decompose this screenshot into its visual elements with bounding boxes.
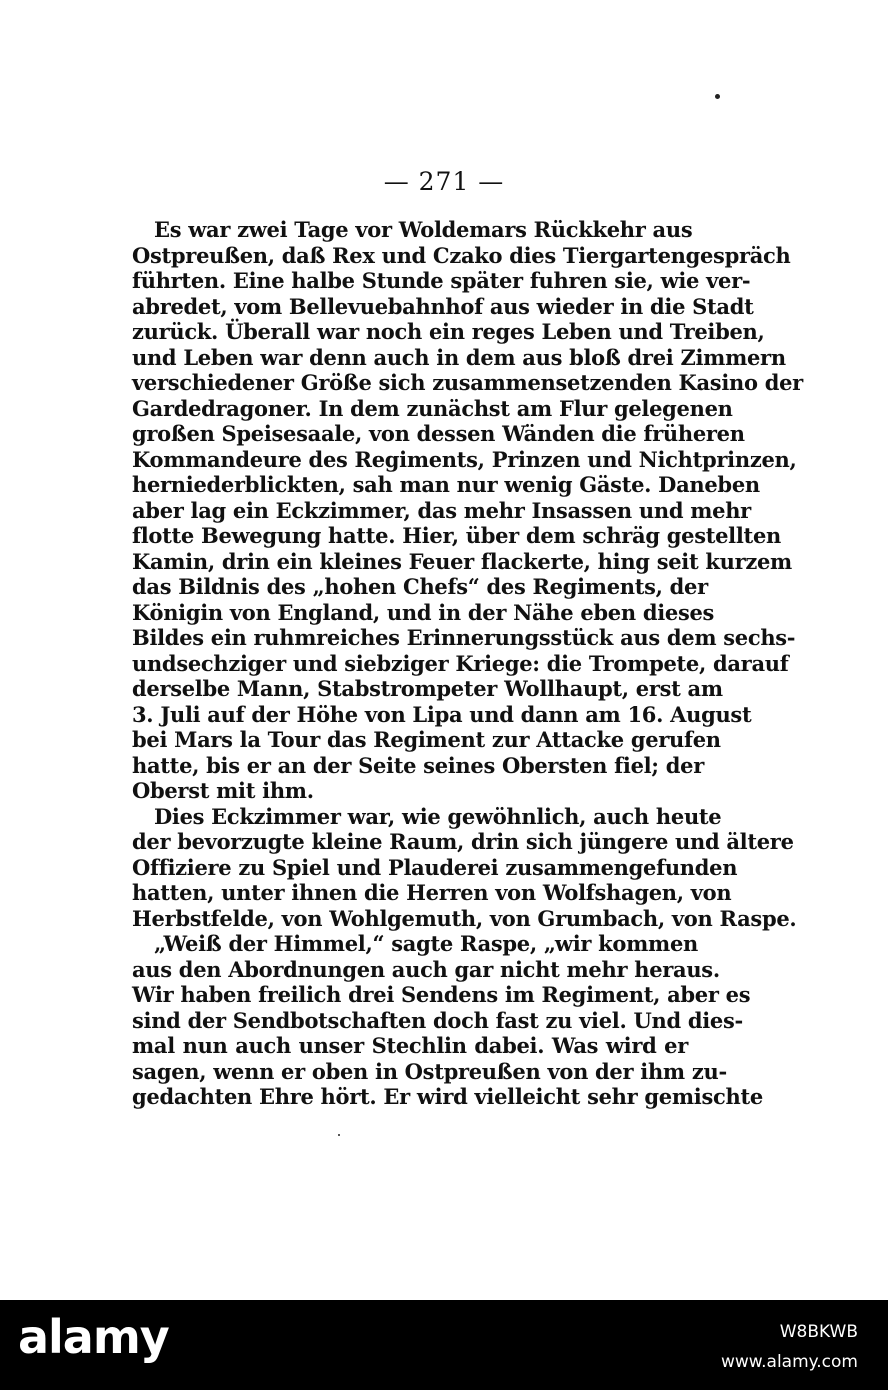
image-id-label: W8BKWB <box>779 1322 858 1342</box>
text-line: großen Speisesaale, von dessen Wänden die früheren <box>132 421 745 446</box>
text-line: „Weiß der Himmel,“ sagte Raspe, „wir kommen <box>154 931 698 956</box>
watermark-banner <box>0 1300 888 1390</box>
text-line: 3. Juli auf der Höhe von Lipa und dann am 16. August <box>132 701 752 727</box>
text-line: Kamin, drin ein kleines Feuer flackerte, hing seit kurzem <box>132 548 792 574</box>
text-line: Wir haben freilich drei Sendens im Regiment, aber es <box>132 982 751 1007</box>
alamy-logo: alamy <box>18 1310 169 1364</box>
text-line: Kommandeure des Regiments, Prinzen und Nichtprinzen, <box>132 446 797 472</box>
text-line: flotte Bewegung hatte. Hier, über dem schräg gestellten <box>132 523 781 548</box>
text-line: undsechziger und siebziger Kriege: die Trompete, darauf <box>132 650 789 676</box>
text-line: Königin von England, und in der Nähe eben dieses <box>132 599 715 625</box>
body-text <box>132 217 803 1110</box>
text-line: Oberst mit ihm. <box>132 778 314 803</box>
text-line: Es war zwei Tage vor Woldemars Rückkehr aus <box>154 217 693 242</box>
text-line: und Leben war denn auch in dem aus bloß drei Zimmern <box>132 344 786 370</box>
text-line: bei Mars la Tour das Regiment zur Attacke gerufen <box>132 727 721 752</box>
text-line: führten. Eine halbe Stunde später fuhren sie, wie ver- <box>132 268 751 293</box>
text-line: zurück. Überall war noch ein reges Leben und Treiben, <box>132 319 765 344</box>
text-line: hatten, unter ihnen die Herren von Wolfshagen, von <box>132 880 732 905</box>
text-line: gedachten Ehre hört. Er wird vielleicht sehr gemischte <box>132 1084 763 1109</box>
text-line: hatte, bis er an der Seite seines Obersten fiel; der <box>132 752 704 778</box>
text-line: herniederblickten, sah man nur wenig Gäste. Daneben <box>132 472 760 497</box>
text-line: Offiziere zu Spiel und Plauderei zusammengefunden <box>132 854 738 880</box>
text-line: aber lag ein Eckzimmer, das mehr Insassen und mehr <box>132 497 751 523</box>
speck-mark <box>338 1134 340 1136</box>
text-line: das Bildnis des „hohen Chefs“ des Regiments, der <box>132 574 708 599</box>
text-line: Bildes ein ruhmreiches Erinnerungsstück aus dem sechs- <box>132 625 796 650</box>
text-line: mal nun auch unser Stechlin dabei. Was wird er <box>132 1033 688 1058</box>
text-line: derselbe Mann, Stabstrompeter Wollhaupt, erst am <box>132 676 723 701</box>
text-line: abredet, vom Bellevuebahnhof aus wieder in die Stadt <box>132 293 754 319</box>
speck-mark <box>715 94 720 99</box>
text-line: Ostpreußen, daß Rex und Czako dies Tiergartengespräch <box>132 242 791 268</box>
site-url-label: www.alamy.com <box>720 1352 858 1372</box>
text-line: aus den Abordnungen auch gar nicht mehr heraus. <box>132 956 720 982</box>
text-line: sagen, wenn er oben in Ostpreußen von der ihm zu- <box>132 1058 727 1084</box>
text-line: verschiedener Größe sich zusammensetzenden Kasino der <box>132 370 803 395</box>
text-line: sind der Sendbotschaften doch fast zu viel. Und dies- <box>132 1007 743 1033</box>
text-line: Dies Eckzimmer war, wie gewöhnlich, auch heute <box>154 803 722 829</box>
page-number: — 271 — <box>383 167 505 196</box>
text-line: Herbstfelde, von Wohlgemuth, von Grumbach, von Raspe. <box>132 905 797 931</box>
text-line: der bevorzugte kleine Raum, drin sich jüngere und ältere <box>132 829 794 854</box>
text-line: Gardedragoner. In dem zunächst am Flur gelegenen <box>132 395 733 421</box>
